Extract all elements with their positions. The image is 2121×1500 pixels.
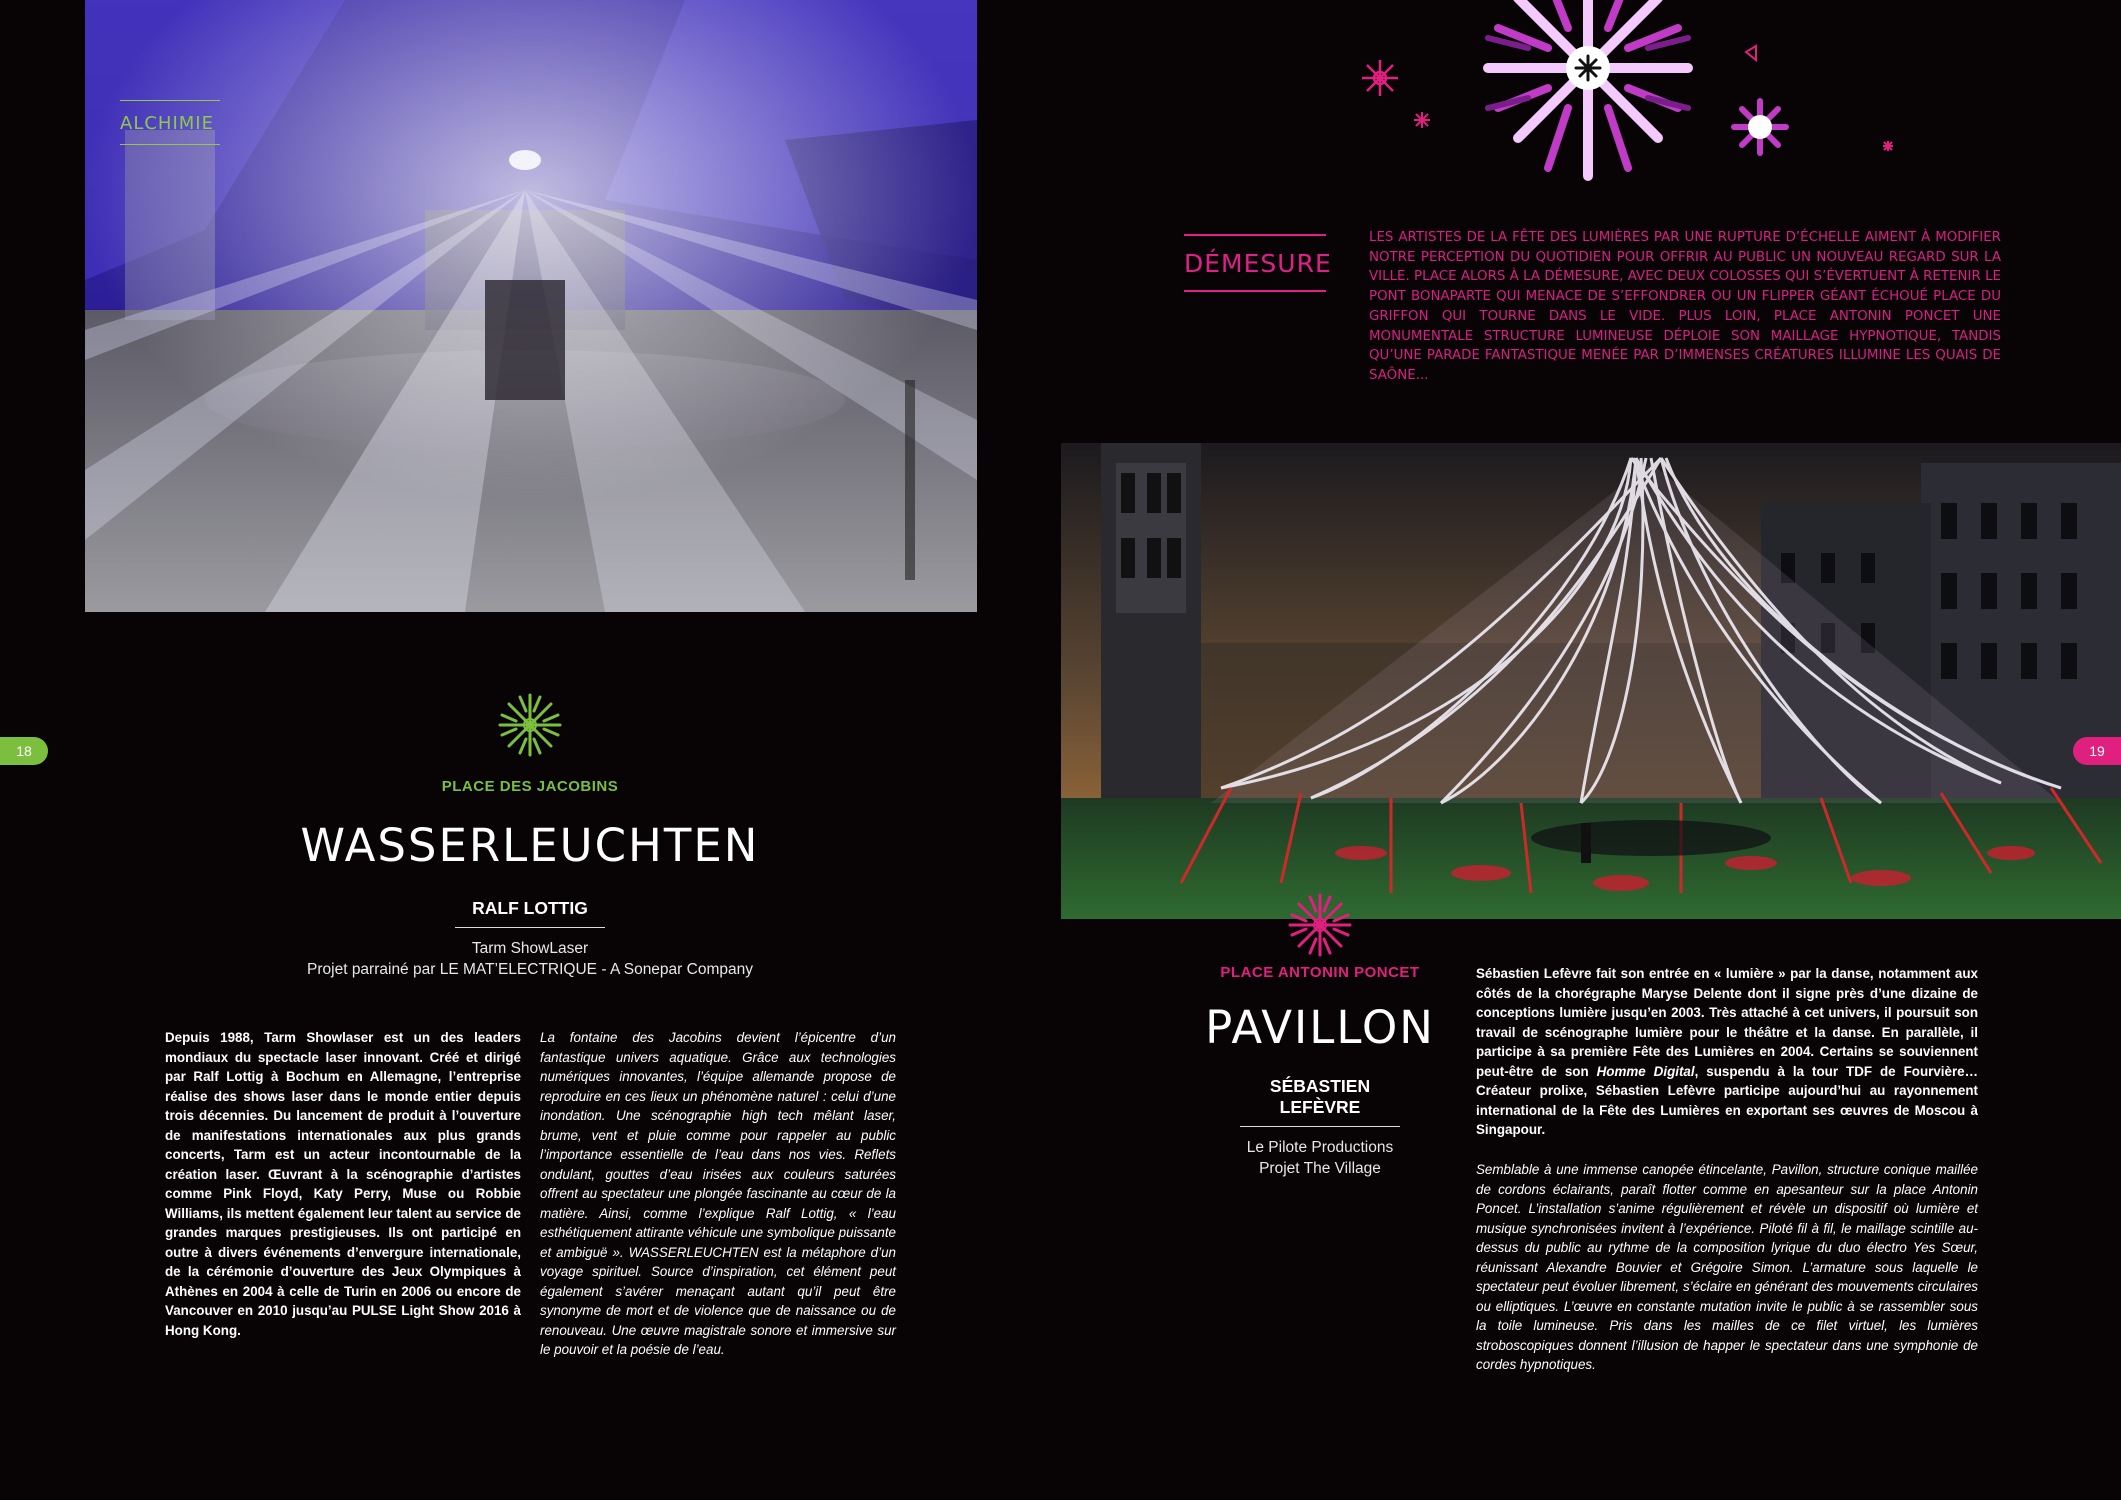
credit-line: Projet parrainé par LE MAT’ELECTRIQUE - A Sonepar Company: [307, 961, 753, 978]
project-description: La fontaine des Jacobins devient l’épicentre d’un fantastique univers aquatique. Grâce aux technologies numériques innovantes, l’équipe allemande propose de reproduire en ces lieux un phénomène naturel : celui d’une inondation. Une scénographie high tech mêlant laser, brume, vent et pluie comme pour rappeler au public l’importance essentielle de l’eau dans nos vies. Reflets ondulant, gouttes d’eau irisées aux couleurs saturées offrent au spectateur une plongée fascinante au cœur de la matière. Ainsi, comme l’explique Ralf Lottig, « l’eau esthétiquement attirante véhicule une symbolique puissante et ambiguë ». WASSERLEUCHTEN est la métaphore d’un voyage spirituel. Source d’inspiration, cet élément peut également s’avérer menaçant autant qu’il peut être synonyme de mort et de violence que de naissance ou de renouveau. Une œuvre magistrale sonore et immersive sur le pouvoir et la poésie de l’eau.: [540, 1030, 896, 1357]
demesure-intro: LES ARTISTES DE LA FÊTE DES LUMIÈRES PAR UNE RUPTURE D’ÉCHELLE AIMENT À MODIFIER NOTRE PERCEPTION DU QUOTIDIEN POUR OFFRIR AU PUBLIC UN NOUVEAU REGARD SUR LA VILLE. PLACE ALORS À LA DÉMESURE, AVEC DEUX COLOSSES QUI S’ÉVERTUENT À RETENIR LE PONT BONAPARTE QUI MENACE DE S’EFFONDRER OU UN FLIPPER GÉANT ÉCHOUÉ PLACE DU GRIFFON QUI TOURNE DANS LE VIDE. PLUS LOIN, PLACE ANTONIN PONCET UNE MONUMENTALE STRUCTURE LUMINEUSE DÉPLOIE SON MAILLAGE HYPNOTIQUE, TANDIS QU’UNE PARADE FANTASTIQUE MENÉE PAR D’IMMENSES CRÉATURES ILLUMINE LES QUAIS DE SAÔNE...: [1369, 230, 2001, 383]
project-title: WASSERLEUCHTEN: [300, 819, 760, 872]
tag-rule-bottom: [120, 144, 220, 145]
section-tag-alchimie: [120, 100, 220, 145]
bio-text: , suspendu à la tour TDF de Fourvière… Créateur prolixe, Sébastien Lefèvre participe aujourd’hui au rayonnement international de la Fête des Lumières en exportant ses œuvres de Moscou à Singapour.: [1476, 1063, 1979, 1137]
wasserleuchten-photo: [85, 0, 977, 612]
credit-line: Projet The Village: [1259, 1160, 1381, 1177]
credit-line: Tarm ShowLaser: [471, 940, 589, 957]
artist-name: RALF LOTTIG: [455, 898, 605, 928]
pavillon-header: [1200, 890, 1440, 1179]
project-title: PAVILLON: [1205, 1001, 1435, 1054]
artist-name: SÉBASTIEN LEFÈVRE: [1240, 1076, 1400, 1127]
green-snowflake-icon: [495, 690, 565, 760]
credits: [280, 938, 780, 980]
artist-bio: Depuis 1988, Tarm Showlaser est un des leaders mondiaux du spectacle laser innovant. Créé et dirigé par Ralf Lottig à Bochum en Allemagne, l’entreprise réalise des shows laser dans le monde entier depuis trois décennies. Du lancement de produit à l’ouverture de manifestations internationales aux plus grands concerts, Tarm est un acteur incontournable de la création laser. Œuvrant à la scénographie d’artistes comme Pink Floyd, Katy Perry, Muse ou Robbie Williams, ils mettent également leur talent au service de grandes marques prestigieuses. Ils ont participé en outre à divers événements d’envergure internationale, de la cérémonie d’ouverture des Jeux Olympiques à Athènes en 2004 à celle de Turin en 2006 ou encore de Vancouver en 2010 jusqu’au PULSE Light Show 2016 à Hong Kong.: [165, 1030, 521, 1338]
credit-line: Le Pilote Productions: [1246, 1139, 1394, 1156]
artist-bio: [1476, 964, 1978, 1140]
pink-snowflake-icon: [1285, 890, 1355, 960]
place-label: PLACE ANTONIN PONCET: [1220, 964, 1420, 981]
page-number-18: 18: [0, 737, 48, 765]
bio-text: Sébastien Lefèvre fait son entrée en « lumière » par la danse, notamment aux côtés de la chorégraphe Maryse Delente dont il signe près d’une dizaine de conceptions lumière jusqu’en 2003. Très attaché à cet univers, il poursuit son travail de scénographe lumière pour le théâtre et la danse. En parallèle, il participe à sa première Fête des Lumières en 2004. Certains se souviennent peut-être de son: [1476, 966, 1978, 1079]
place-label: PLACE DES JACOBINS: [441, 778, 619, 795]
pavillon-photo: [1061, 443, 2121, 919]
project-description: Semblable à une immense canopée étincelante, Pavillon, structure conique maillée de cordons éclairants, paraît flotter comme en apesanteur sur la place Antonin Poncet. L’installation s’anime régulièrement et révèle un dispositif où lumière et musique synchronisées invitent à l’expérience. Piloté fil à fil, le maillage scintille au-dessus du public au rythme de la composition lyrique du duo électro Yes Sœur, réunissant Alexandre Bouvier et Grégoire Simon. L’armature sous laquelle le spectateur peut évoluer librement, s’éclaire en générant des mouvements circulaires ou elliptiques. L’œuvre en constante mutation invite le public à se rassembler sous la toile lumineuse. Pris dans les mailles de ce filet virtuel, les lumières stroboscopiques donnent l’illusion de happer le spectateur dans une symphonie de cordes hypnotiques.: [1476, 1162, 1978, 1372]
section-tag-label: DÉMESURE: [1184, 249, 1332, 278]
credits: [1200, 1137, 1440, 1179]
section-tag-label: ALCHIMIE: [120, 113, 214, 134]
bio-emphasis: Homme Digital: [1596, 1063, 1695, 1079]
tag-rule-bottom: [1184, 290, 1326, 292]
snowflake-icon: [1360, 0, 1920, 190]
wasserleuchten-header: [280, 690, 780, 980]
page-number-19: 19: [2073, 737, 2121, 765]
section-tag-demesure: [1184, 234, 1332, 292]
